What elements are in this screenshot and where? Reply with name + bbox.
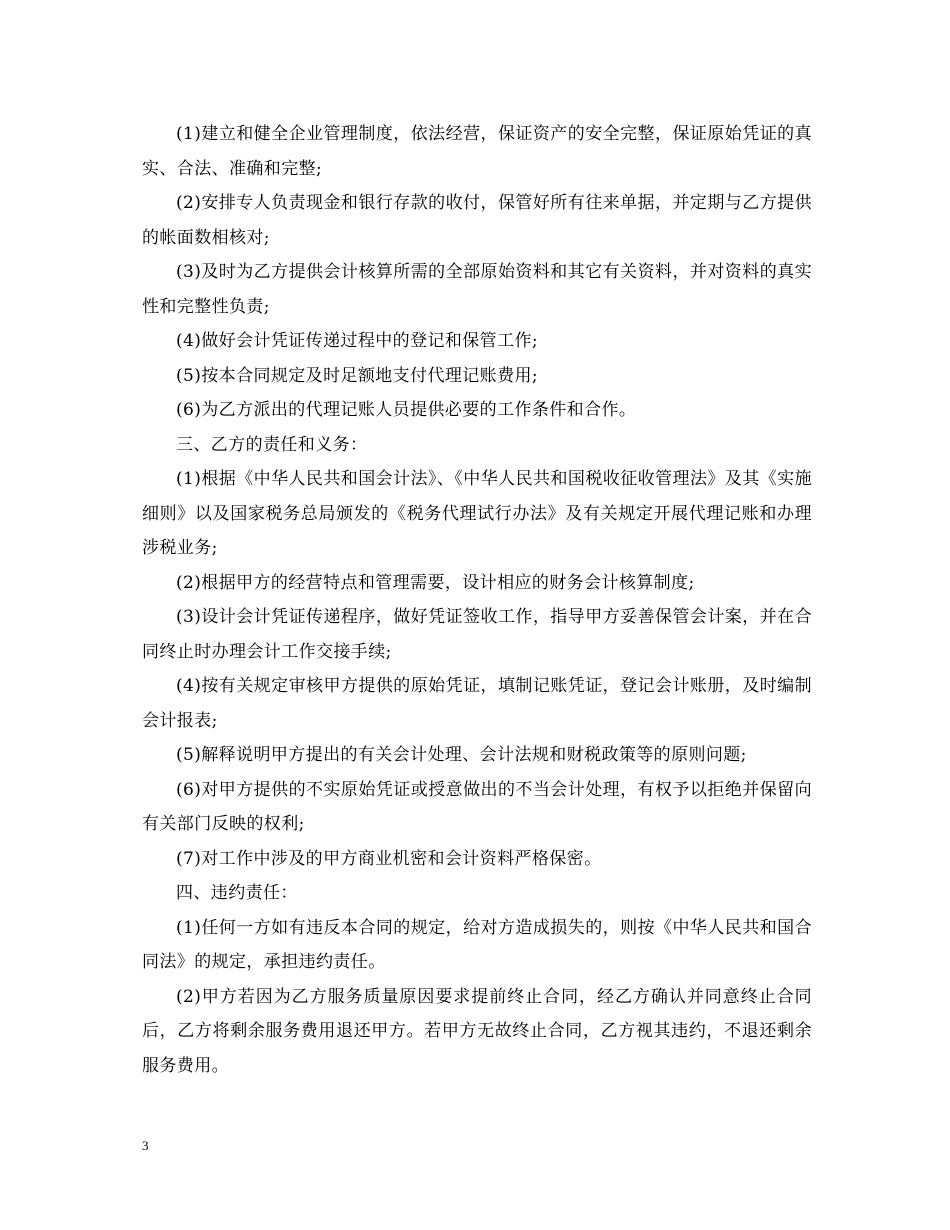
paragraph: (1)根据《中华人民共和国会计法》、《中华人民共和国税收征收管理法》及其《实施细则》以及国家税务总局颁发的《税务代理试行办法》及有关规定开展代理记账和办理涉税业务; [142, 469, 812, 558]
paragraph: (2)甲方若因为乙方服务质量原因要求提前终止合同，经乙方确认并同意终止合同后，乙方将剩余服务费用退还甲方。若甲方无故终止合同，乙方视其违约，不退还剩余服务费用。 [142, 986, 812, 1076]
document-body [142, 117, 812, 1083]
section-heading: 四、违约责任： [176, 883, 298, 903]
paragraph: (3)设计会计凭证传递程序，做好凭证签收工作，指导甲方妥善保管会计案，并在合同终止时办理会计工作交接手续; [142, 607, 812, 662]
paragraph: (4)按有关规定审核甲方提供的原始凭证，填制记账凭证，登记会计账册，及时编制会计报表; [142, 676, 812, 731]
paragraph: (5)按本合同规定及时足额地支付代理记账费用; [176, 365, 539, 386]
paragraph: (3)及时为乙方提供会计核算所需的全部原始资料和其它有关资料，并对资料的真实性和完整性负责; [142, 262, 812, 317]
paragraph: (7)对工作中涉及的甲方商业机密和会计资料严格保密。 [176, 848, 602, 869]
paragraph: (6)为乙方派出的代理记账人员提供必要的工作条件和合作。 [176, 400, 637, 420]
section-heading: 三、乙方的责任和义务： [176, 434, 368, 455]
paragraph: (1)建立和健全企业管理制度，依法经营，保证资产的安全完整，保证原始凭证的真实、合法、准确和完整; [142, 124, 812, 179]
paragraph: (4)做好会计凭证传递过程中的登记和保管工作; [176, 331, 539, 351]
paragraph: (1)任何一方如有违反本合同的规定，给对方造成损失的，则按《中华人民共和国合同法》的规定，承担违约责任。 [142, 917, 812, 972]
paragraph: (2)根据甲方的经营特点和管理需要，设计相应的财务会计核算制度; [176, 572, 695, 593]
paragraph: (5)解释说明甲方提出的有关会计处理、会计法规和财税政策等的原则问题; [176, 745, 747, 765]
paragraph: (2)安排专人负责现金和银行存款的收付，保管好所有往来单据，并定期与乙方提供的帐面数相核对; [142, 193, 812, 248]
paragraph: (6)对甲方提供的不实原始凭证或授意做出的不当会计处理，有权予以拒绝并保留向有关部门反映的权利; [142, 779, 812, 834]
page-number: 3 [142, 1138, 149, 1153]
